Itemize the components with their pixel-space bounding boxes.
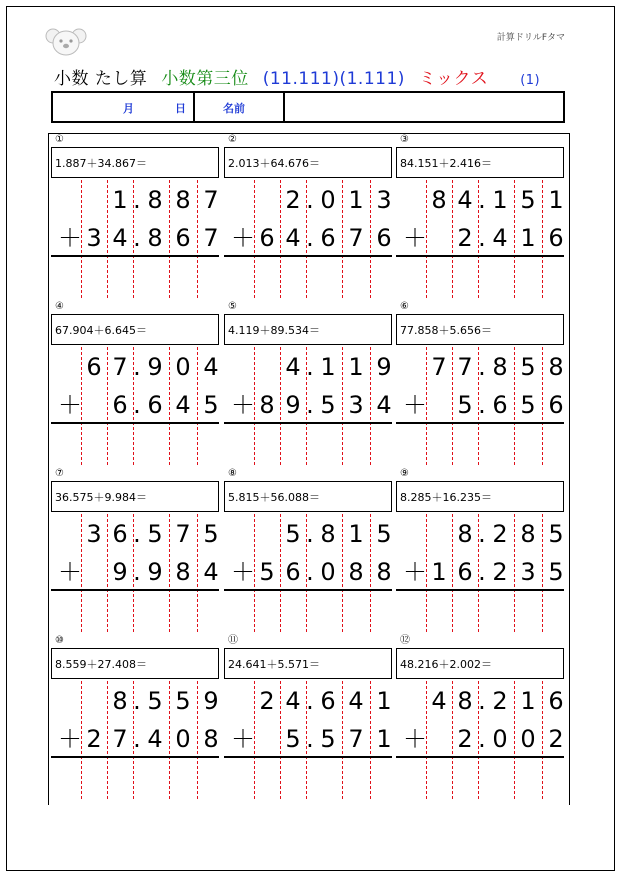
decimal-point: .	[478, 224, 486, 252]
bottom-digit: 5	[320, 725, 336, 753]
decimal-point: .	[478, 725, 486, 753]
expression-text: 4.119＋89.534＝	[228, 324, 320, 337]
expression-box	[51, 147, 219, 178]
digit-guide-line	[169, 681, 170, 799]
top-digit: 7	[203, 186, 219, 214]
name-label-cell	[193, 93, 283, 121]
problem-cell	[396, 301, 568, 467]
decimal-point: .	[133, 391, 141, 419]
digit-guide-line	[542, 681, 543, 799]
bottom-digit: 1	[376, 725, 392, 753]
bottom-digit: 8	[259, 391, 275, 419]
expression-text: 48.216＋2.002＝	[400, 658, 492, 671]
decimal-point: .	[306, 725, 314, 753]
digit-guide-line	[370, 347, 371, 465]
expression-box	[224, 147, 392, 178]
top-digit: 8	[175, 186, 191, 214]
bottom-digit: 4	[492, 224, 508, 252]
digit-guide-line	[107, 180, 108, 298]
sum-line	[51, 589, 219, 591]
top-digit: 1	[348, 520, 364, 548]
digit-guide-line	[197, 347, 198, 465]
bottom-digit: 4	[147, 725, 163, 753]
sum-line	[396, 589, 564, 591]
bottom-digit: 2	[457, 725, 473, 753]
top-digit: 8	[492, 353, 508, 381]
decimal-point: .	[306, 558, 314, 586]
digit-guide-line	[169, 347, 170, 465]
digit-guide-line	[452, 681, 453, 799]
digit-guide-line	[169, 180, 170, 298]
digit-guide-line	[514, 681, 515, 799]
digit-guide-line	[370, 514, 371, 632]
plus-sign: ＋	[58, 725, 82, 753]
top-digit: 3	[86, 520, 102, 548]
bottom-digit: 6	[492, 391, 508, 419]
plus-sign: ＋	[231, 558, 255, 586]
sum-line	[224, 255, 392, 257]
top-digit: 5	[520, 353, 536, 381]
expression-box	[396, 147, 564, 178]
expression-box	[224, 648, 392, 679]
sum-line	[51, 756, 219, 758]
sum-line	[224, 422, 392, 424]
bottom-digit: 5	[457, 391, 473, 419]
bottom-digit: 2	[86, 725, 102, 753]
decimal-point: .	[133, 558, 141, 586]
digit-guide-line	[542, 347, 543, 465]
digit-guide-line	[107, 514, 108, 632]
bottom-digit: 6	[548, 391, 564, 419]
top-digit: 8	[548, 353, 564, 381]
brand-label: 計算ドリルFタマ	[496, 33, 565, 43]
sum-line	[51, 255, 219, 257]
digit-guide-line	[280, 514, 281, 632]
bottom-digit: 4	[203, 558, 219, 586]
top-digit: 1	[520, 687, 536, 715]
problem-number: ⑧	[228, 468, 237, 479]
expression-text: 8.285＋16.235＝	[400, 491, 492, 504]
digit-guide-line	[452, 514, 453, 632]
problem-cell	[224, 468, 396, 634]
digit-guide-line	[169, 514, 170, 632]
bottom-digit: 6	[457, 558, 473, 586]
digit-guide-line	[280, 347, 281, 465]
digit-guide-line	[197, 180, 198, 298]
top-digit: 2	[259, 687, 275, 715]
digit-guide-line	[514, 347, 515, 465]
top-digit: 1	[492, 186, 508, 214]
top-digit: 4	[431, 687, 447, 715]
problem-cell	[224, 635, 396, 801]
expression-text: 24.641＋5.571＝	[228, 658, 320, 671]
koala-logo-icon	[44, 26, 88, 58]
decimal-point: .	[478, 520, 486, 548]
digit-guide-line	[280, 681, 281, 799]
problem-cell	[396, 134, 568, 300]
expression-text: 1.887＋34.867＝	[55, 157, 147, 170]
top-digit: 2	[492, 520, 508, 548]
bottom-digit: 6	[147, 391, 163, 419]
plus-sign: ＋	[58, 391, 82, 419]
bottom-digit: 3	[520, 558, 536, 586]
bottom-digit: 5	[548, 558, 564, 586]
top-digit: 1	[348, 186, 364, 214]
top-digit: 5	[285, 520, 301, 548]
date-cell[interactable]	[53, 93, 193, 121]
top-digit: 6	[112, 520, 128, 548]
top-digit: 5	[147, 520, 163, 548]
plus-sign: ＋	[231, 725, 255, 753]
top-digit: 3	[376, 186, 392, 214]
top-digit: 5	[376, 520, 392, 548]
top-digit: 8	[320, 520, 336, 548]
plus-sign: ＋	[403, 558, 427, 586]
bottom-digit: 6	[112, 391, 128, 419]
bottom-digit: 0	[175, 725, 191, 753]
top-digit: 5	[520, 186, 536, 214]
problem-cell	[224, 301, 396, 467]
bottom-digit: 7	[348, 224, 364, 252]
bottom-digit: 9	[112, 558, 128, 586]
bottom-digit: 9	[285, 391, 301, 419]
decimal-point: .	[478, 391, 486, 419]
plus-sign: ＋	[58, 224, 82, 252]
decimal-point: .	[133, 520, 141, 548]
expression-text: 2.013＋64.676＝	[228, 157, 320, 170]
top-digit: 0	[320, 186, 336, 214]
problem-cell	[51, 134, 223, 300]
plus-sign: ＋	[403, 224, 427, 252]
bottom-digit: 5	[320, 391, 336, 419]
expression-box	[224, 481, 392, 512]
top-digit: 4	[348, 687, 364, 715]
title-topic: 小数 たし算	[54, 69, 148, 89]
plus-sign: ＋	[58, 558, 82, 586]
bottom-digit: 8	[376, 558, 392, 586]
bottom-digit: 8	[175, 558, 191, 586]
decimal-point: .	[306, 224, 314, 252]
problem-number: ⑥	[400, 301, 409, 312]
problem-cell	[396, 635, 568, 801]
top-digit: 1	[548, 186, 564, 214]
expression-text: 67.904＋6.645＝	[55, 324, 147, 337]
decimal-point: .	[306, 353, 314, 381]
digit-guide-line	[452, 347, 453, 465]
expression-box	[396, 314, 564, 345]
digit-guide-line	[280, 180, 281, 298]
decimal-point: .	[478, 353, 486, 381]
bottom-digit: 5	[203, 391, 219, 419]
expression-text: 84.151＋2.416＝	[400, 157, 492, 170]
bottom-digit: 6	[285, 558, 301, 586]
top-digit: 6	[320, 687, 336, 715]
problem-number: ⑤	[228, 301, 237, 312]
expression-box	[51, 481, 219, 512]
digit-guide-line	[197, 681, 198, 799]
top-digit: 8	[147, 186, 163, 214]
expression-box	[396, 648, 564, 679]
bottom-digit: 2	[457, 224, 473, 252]
top-digit: 4	[457, 186, 473, 214]
top-digit: 5	[203, 520, 219, 548]
top-digit: 9	[203, 687, 219, 715]
bottom-digit: 2	[548, 725, 564, 753]
bottom-digit: 4	[112, 224, 128, 252]
top-digit: 7	[112, 353, 128, 381]
decimal-point: .	[133, 186, 141, 214]
decimal-point: .	[133, 353, 141, 381]
digit-guide-line	[514, 180, 515, 298]
decimal-point: .	[133, 725, 141, 753]
page-title	[54, 64, 548, 89]
sheet-number: (1)	[520, 73, 541, 88]
digit-guide-line	[342, 681, 343, 799]
top-digit: 7	[457, 353, 473, 381]
plus-sign: ＋	[231, 224, 255, 252]
digit-guide-line	[342, 180, 343, 298]
digit-guide-line	[542, 180, 543, 298]
problem-number: ⑩	[55, 635, 64, 646]
top-digit: 6	[86, 353, 102, 381]
decimal-point: .	[306, 186, 314, 214]
top-digit: 4	[285, 353, 301, 381]
title-mix: ミックス	[418, 69, 489, 89]
expression-box	[224, 314, 392, 345]
top-digit: 1	[376, 687, 392, 715]
expression-text: 36.575＋9.984＝	[55, 491, 147, 504]
problem-number: ①	[55, 134, 64, 145]
top-digit: 7	[175, 520, 191, 548]
decimal-point: .	[133, 687, 141, 715]
title-pattern: (11.111)(1.111)	[262, 69, 405, 89]
bottom-digit: 4	[175, 391, 191, 419]
title-level: 小数第三位	[161, 69, 249, 89]
decimal-point: .	[478, 186, 486, 214]
expression-box	[396, 481, 564, 512]
problem-number: ②	[228, 134, 237, 145]
top-digit: 4	[203, 353, 219, 381]
top-digit: 9	[376, 353, 392, 381]
decimal-point: .	[478, 687, 486, 715]
top-digit: 8	[112, 687, 128, 715]
name-label: 名前	[223, 102, 245, 115]
bottom-digit: 6	[548, 224, 564, 252]
top-digit: 5	[147, 687, 163, 715]
expression-text: 5.815＋56.088＝	[228, 491, 320, 504]
bottom-digit: 8	[348, 558, 364, 586]
top-digit: 5	[175, 687, 191, 715]
problem-number: ⑨	[400, 468, 409, 479]
digit-guide-line	[107, 347, 108, 465]
plus-sign: ＋	[231, 391, 255, 419]
expression-box	[51, 314, 219, 345]
bottom-digit: 0	[492, 725, 508, 753]
bottom-digit: 2	[492, 558, 508, 586]
problem-cell	[51, 301, 223, 467]
digit-guide-line	[342, 347, 343, 465]
decimal-point: .	[478, 558, 486, 586]
sum-line	[396, 756, 564, 758]
top-digit: 5	[548, 520, 564, 548]
sum-line	[396, 255, 564, 257]
bottom-digit: 1	[520, 224, 536, 252]
digit-guide-line	[107, 681, 108, 799]
bottom-digit: 7	[348, 725, 364, 753]
bottom-digit: 9	[147, 558, 163, 586]
bottom-digit: 1	[431, 558, 447, 586]
bottom-digit: 3	[348, 391, 364, 419]
bottom-digit: 5	[285, 725, 301, 753]
digit-guide-line	[342, 514, 343, 632]
bottom-digit: 6	[320, 224, 336, 252]
bottom-digit: 8	[203, 725, 219, 753]
top-digit: 8	[520, 520, 536, 548]
top-digit: 6	[548, 687, 564, 715]
bottom-digit: 6	[175, 224, 191, 252]
decimal-point: .	[306, 687, 314, 715]
bottom-digit: 6	[376, 224, 392, 252]
problem-cell	[51, 635, 223, 801]
problem-cell	[51, 468, 223, 634]
problem-cell	[396, 468, 568, 634]
top-digit: 4	[285, 687, 301, 715]
plus-sign: ＋	[403, 725, 427, 753]
expression-text: 77.858＋5.656＝	[400, 324, 492, 337]
top-digit: 0	[175, 353, 191, 381]
sum-line	[396, 422, 564, 424]
top-digit: 9	[147, 353, 163, 381]
decimal-point: .	[133, 224, 141, 252]
name-date-row	[51, 91, 565, 123]
digit-guide-line	[514, 514, 515, 632]
top-digit: 8	[457, 520, 473, 548]
top-digit: 2	[285, 186, 301, 214]
top-digit: 2	[492, 687, 508, 715]
bottom-digit: 7	[203, 224, 219, 252]
bottom-digit: 6	[259, 224, 275, 252]
top-digit: 1	[348, 353, 364, 381]
top-digit: 1	[112, 186, 128, 214]
digit-guide-line	[370, 180, 371, 298]
digit-guide-line	[370, 681, 371, 799]
plus-sign: ＋	[403, 391, 427, 419]
bottom-digit: 5	[520, 391, 536, 419]
problem-number: ⑪	[228, 635, 238, 646]
decimal-point: .	[306, 520, 314, 548]
bottom-digit: 7	[112, 725, 128, 753]
problem-cell	[224, 134, 396, 300]
expression-text: 8.559＋27.408＝	[55, 658, 147, 671]
bottom-digit: 3	[86, 224, 102, 252]
name-input-cell[interactable]	[283, 93, 563, 121]
top-digit: 7	[431, 353, 447, 381]
digit-guide-line	[197, 514, 198, 632]
sum-line	[51, 422, 219, 424]
bottom-digit: 4	[285, 224, 301, 252]
digit-guide-line	[542, 514, 543, 632]
bottom-digit: 8	[147, 224, 163, 252]
top-digit: 1	[320, 353, 336, 381]
expression-box	[51, 648, 219, 679]
problem-number: ④	[55, 301, 64, 312]
decimal-point: .	[306, 391, 314, 419]
month-label: 月	[123, 102, 134, 115]
day-label: 日	[175, 102, 186, 115]
problem-number: ⑫	[400, 635, 410, 646]
top-digit: 8	[431, 186, 447, 214]
problem-number: ③	[400, 134, 409, 145]
bottom-digit: 5	[259, 558, 275, 586]
digit-guide-line	[452, 180, 453, 298]
top-digit: 8	[457, 687, 473, 715]
bottom-digit: 0	[520, 725, 536, 753]
sum-line	[224, 756, 392, 758]
sum-line	[224, 589, 392, 591]
bottom-digit: 0	[320, 558, 336, 586]
problem-number: ⑦	[55, 468, 64, 479]
bottom-digit: 4	[376, 391, 392, 419]
